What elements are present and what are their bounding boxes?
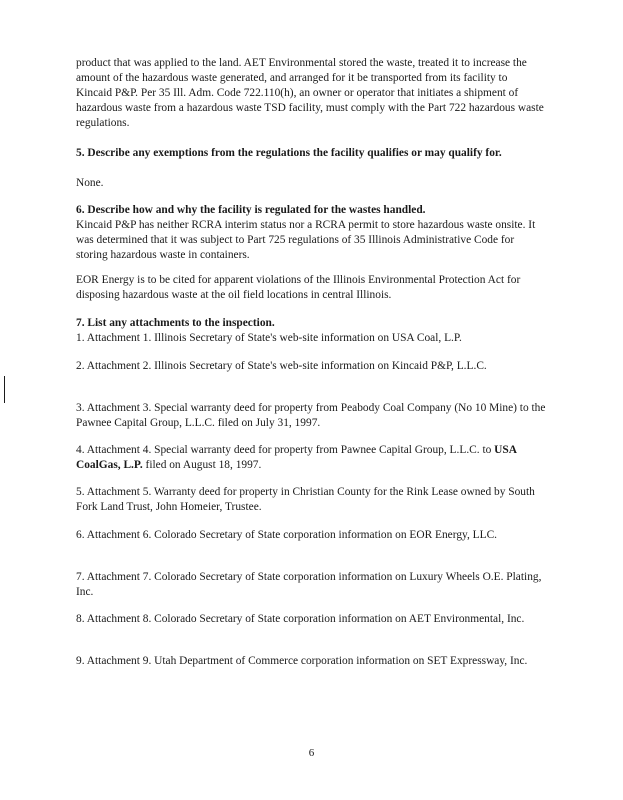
question-6-paragraph-1: Kincaid P&P has neither RCRA interim status nor a RCRA permit to store hazardous waste onsite. It was determined that it was subject to Part 725 regulations of 35 Illinois Administrative Code for storing hazardous waste in containers. — [76, 219, 536, 261]
attachment-item-4 — [76, 443, 546, 473]
attachment-4-lead: 4. Attachment 4. Special warranty deed for property from Pawnee Capital Group, L.L.C. to — [76, 444, 495, 456]
question-6-paragraph-2: EOR Energy is to be cited for apparent violations of the Illinois Environmental Protection Act for disposing hazardous waste at the oil field locations in central Illinois. — [76, 274, 521, 301]
attachment-item: 6. Attachment 6. Colorado Secretary of State corporation information on EOR Energy, LLC. — [76, 529, 498, 541]
attachment-item: 1. Attachment 1. Illinois Secretary of State's web-site information on USA Coal, L.P. — [76, 332, 462, 344]
attachment-4-tail: filed on August 18, 1997. — [142, 459, 262, 471]
intro-paragraph: product that was applied to the land. AET Environmental stored the waste, treated it to increase the amount of the hazardous waste generated, and arranged for it be transported from its facility to Kincaid P&P. Per 35 Ill. Adm. Code 722.110(h), an owner or operator that initiates a shipment of hazardous waste from a hazardous waste TSD facility, must comply with the Part 722 hazardous waste regulations. — [76, 57, 544, 129]
attachment-4-company: USA CoalGas, L.P. — [76, 444, 517, 471]
attachment-item: 9. Attachment 9. Utah Department of Commerce corporation information on SET Expressway, Inc. — [76, 655, 528, 667]
attachment-item: 3. Attachment 3. Special warranty deed for property from Peabody Coal Company (No 10 Mine) to the Pawnee Capital Group, L.L.C. filed on July 31, 1997. — [76, 402, 546, 429]
margin-revision-bar — [4, 376, 5, 403]
page-number: 6 — [308, 747, 315, 759]
question-5-heading: 5. Describe any exemptions from the regulations the facility qualifies or may qualify for. — [76, 147, 502, 159]
attachment-item: 8. Attachment 8. Colorado Secretary of State corporation information on AET Environmental, Inc. — [76, 613, 525, 625]
attachment-item: 5. Attachment 5. Warranty deed for property in Christian County for the Rink Lease owned by South Fork Land Trust, John Homeier, Trustee. — [76, 486, 535, 513]
attachment-item: 2. Attachment 2. Illinois Secretary of State's web-site information on Kincaid P&P, L.L.C. — [76, 360, 487, 372]
question-7-heading: 7. List any attachments to the inspection. — [76, 317, 275, 329]
question-6-heading: 6. Describe how and why the facility is regulated for the wastes handled. — [76, 204, 426, 216]
question-5-answer: None. — [76, 177, 104, 189]
attachment-item: 7. Attachment 7. Colorado Secretary of State corporation information on Luxury Wheels O.E. Plating, Inc. — [76, 571, 542, 598]
